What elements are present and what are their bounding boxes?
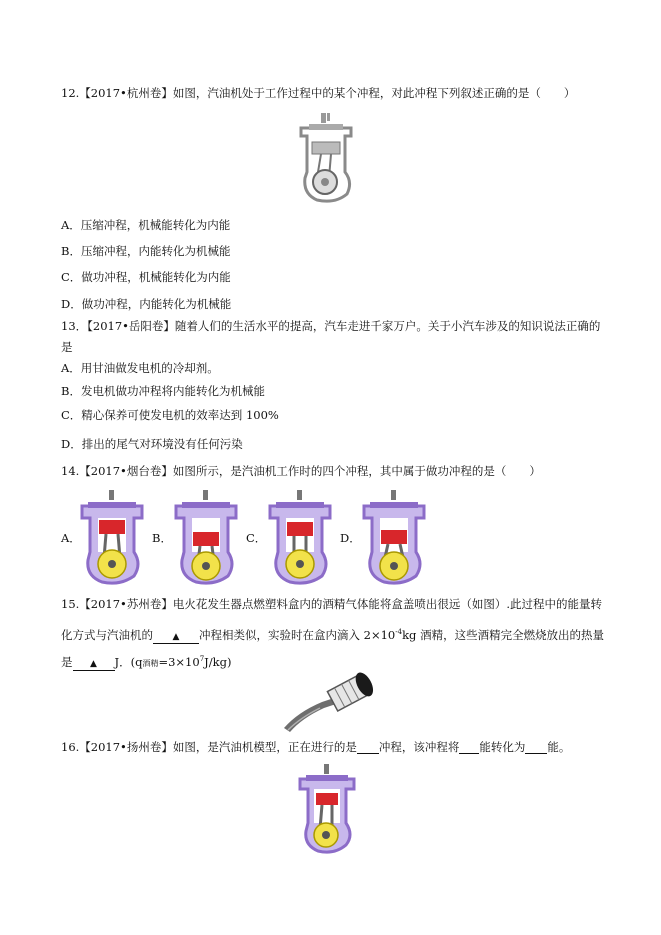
q12-stem: 12.【2017•杭州卷】如图，汽油机处于工作过程中的某个冲程，对此冲程下列叙述正确的是（ ）: [61, 86, 576, 100]
q14-stem: 14.【2017•烟台卷】如图所示，是汽油机工作时的四个冲程，其中属于做功冲程的是（ ）: [61, 464, 541, 478]
q16-engine-figure: [296, 763, 358, 855]
q13-option-d: D．排出的尾气对环境没有任何污染: [61, 437, 243, 451]
q15-spark-box-figure: [278, 672, 384, 734]
q15-blank-2[interactable]: [73, 656, 115, 671]
q12-option-c: C．做功冲程，机械能转化为内能: [61, 270, 231, 284]
q16-blank-2[interactable]: [459, 741, 479, 754]
q15-subscript: 酒精: [142, 658, 159, 668]
q13-option-a: A．用甘油做发电机的冷却剂。: [61, 361, 219, 375]
q14-label-c: C．: [246, 531, 267, 545]
q15-line2-text-a: 化方式与汽油机的: [61, 627, 153, 642]
q16-blank-3[interactable]: [525, 741, 547, 754]
q15-exponent-2: 7: [199, 655, 205, 663]
q13-option-c: C．精心保养可使发电机的效率达到 100%: [61, 408, 279, 422]
q16-stem: [61, 740, 570, 754]
q13-stem-line2: 是: [61, 340, 73, 354]
q14-label-b: B．: [152, 531, 172, 545]
q15-line1: 15.【2017•苏州卷】电火花发生器点燃塑料盒内的酒精气体能将盒盖喷出很远（如图）.此过程中的能量转: [61, 597, 602, 611]
q16-text-b: 冲程，该冲程将: [378, 740, 460, 754]
q14-engine-c: [264, 488, 336, 586]
q15-line3-text-a: 是: [61, 654, 73, 669]
q14-engine-d: [358, 488, 430, 586]
q12-option-a: A．压缩冲程，机械能转化为内能: [61, 218, 231, 232]
q15-line3-text-c: =3×10: [158, 654, 200, 669]
q16-text-d: 能。: [547, 740, 571, 754]
q15-exponent: -4: [395, 628, 403, 636]
q14-engine-a: [76, 488, 148, 586]
triangle-icon: ▲: [90, 658, 97, 669]
q14-label-d: D．: [340, 531, 361, 545]
q15-line3-text-b: J．(q: [114, 654, 143, 669]
q12-engine-figure: [295, 112, 357, 204]
q12-option-b: B．压缩冲程，内能转化为机械能: [61, 244, 231, 258]
q15-line3-text-d: J/kg): [204, 654, 232, 669]
triangle-icon: ▲: [172, 631, 180, 642]
q15-line2-text-b: 冲程相类似，实验时在盒内滴入 2×10: [199, 627, 396, 642]
q12-option-d: D．做功冲程，内能转化为机械能: [61, 297, 232, 311]
q16-text-c: 能转化为: [479, 740, 526, 754]
q14-label-a: A．: [61, 531, 81, 545]
q15-line2-text-c: kg 酒精，这些酒精完全燃烧放出的热量: [402, 627, 605, 642]
q15-line3: [61, 652, 231, 671]
q14-engine-b: [170, 488, 242, 586]
q13-stem-line1: 13．【2017•岳阳卷】随着人们的生活水平的提高，汽车走进千家万户。关于小汽车涉及的知识说法正确的: [61, 319, 601, 333]
q16-blank-1[interactable]: [357, 741, 379, 754]
q13-option-b: B．发电机做功冲程将内能转化为机械能: [61, 384, 265, 398]
q15-line2: [61, 625, 604, 644]
q16-text-a: 16.【2017•扬州卷】如图，是汽油机模型，正在进行的是: [61, 740, 357, 754]
q15-blank-1[interactable]: [153, 629, 199, 644]
